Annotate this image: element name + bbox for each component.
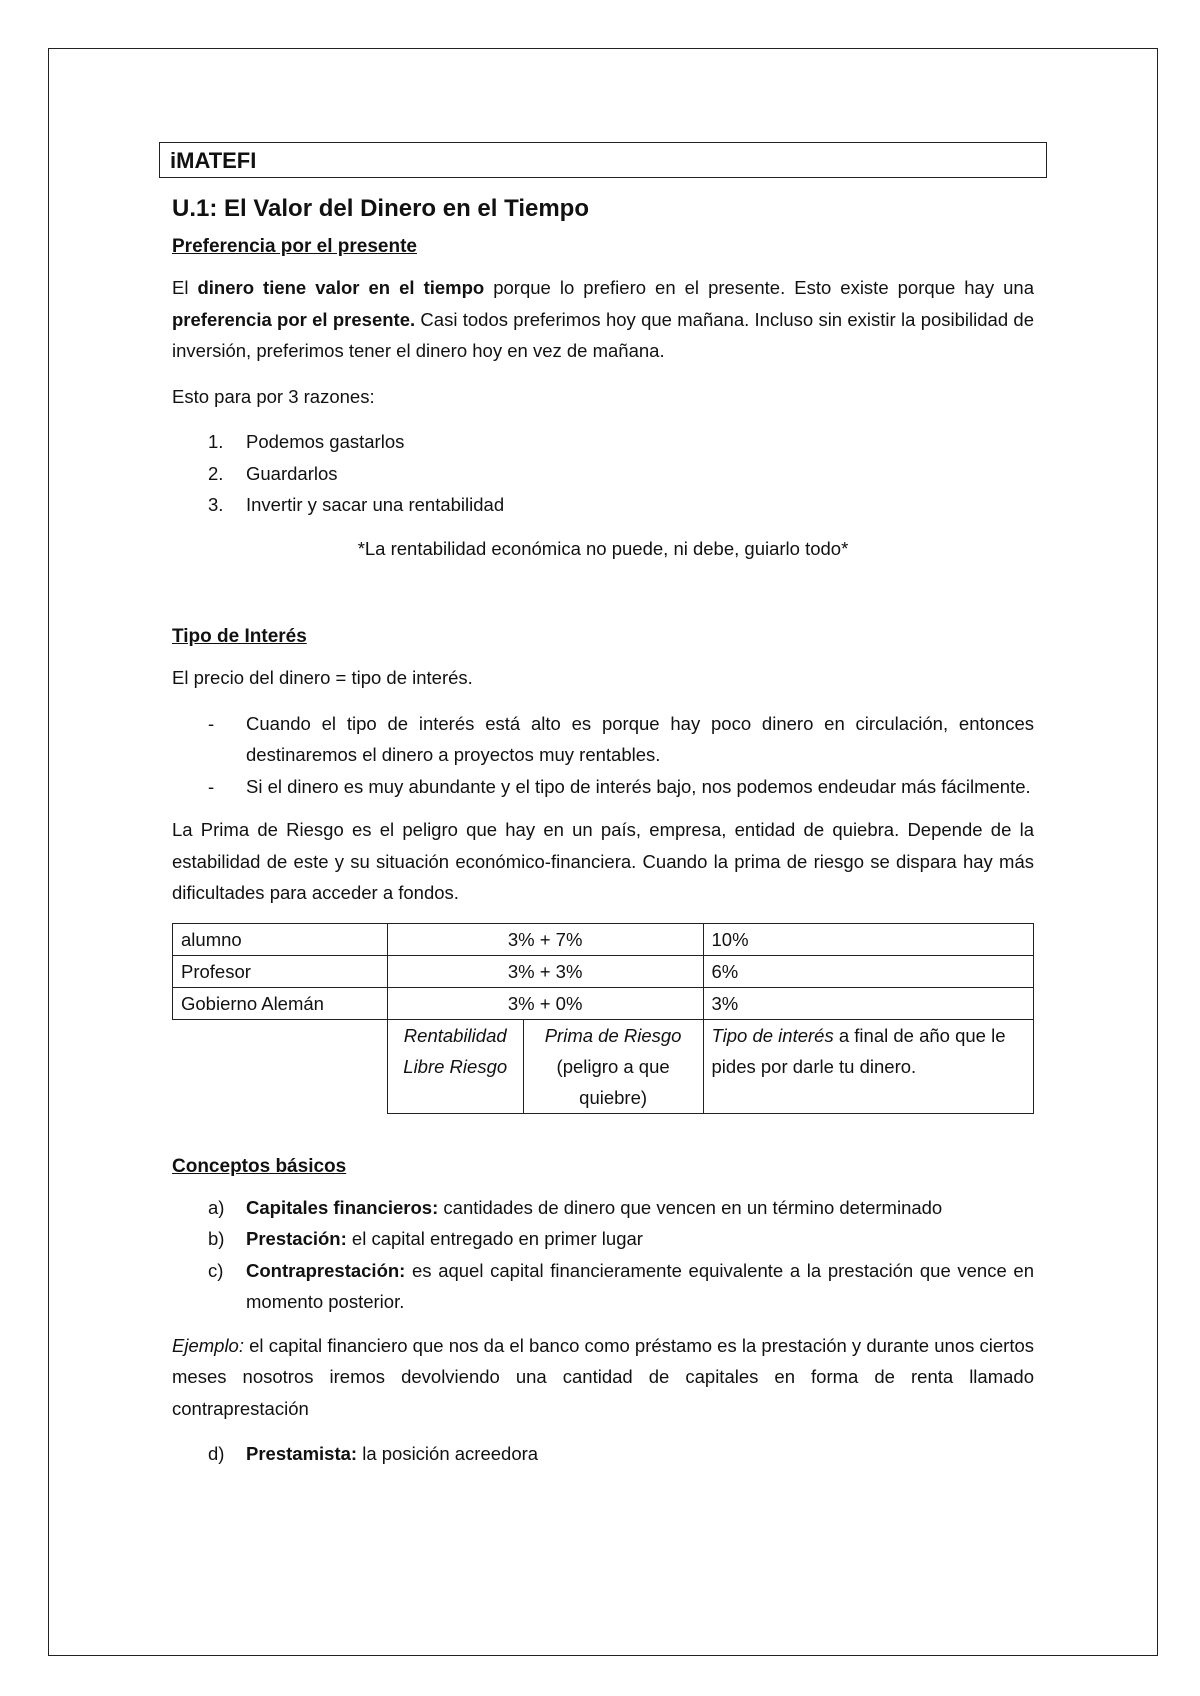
table-cell-formula: 3% + 7% [387,923,703,955]
text-run: porque lo prefiero en el presente. Esto existe porque hay una [484,277,1034,298]
italic-text: Tipo de interés [711,1024,834,1046]
heading-tipo-interes: Tipo de Interés [172,626,307,647]
table-legend-row [173,1019,1034,1113]
table-row [173,987,1034,1019]
list-item [172,426,1034,458]
list-marker: 2. [208,462,224,484]
centered-note: *La rentabilidad económica no puede, ni debe, guiarlo todo* [357,537,849,559]
course-title: iMATEFI [170,148,257,173]
list-marker: a) [208,1196,225,1218]
definition: el capital entregado en primer lugar [346,1228,643,1249]
list-marker: c) [208,1259,224,1281]
document-content [172,142,1034,1482]
paragraph-precio-dinero: El precio del dinero = tipo de interés. [172,667,473,688]
example-text: el capital financiero que nos da el banco como préstamo es la prestación y durante unos ciertos meses nosotros iremos devolviendo una cantidad de capitales en forma de renta llamado contraprestación [172,1334,1034,1419]
table-row [173,923,1034,955]
list-marker: - [208,775,215,797]
list-text: Podemos gastarlos [246,431,405,452]
legend-prima-riesgo [523,1019,703,1113]
bold-text: preferencia por el presente. [172,308,416,330]
table-cell-who: alumno [173,923,388,955]
list-item [172,1255,1034,1318]
list-item [172,1192,1034,1224]
bold-text: dinero tiene valor en el tiempo [197,277,485,298]
list-item [172,771,1034,803]
concepts-list [172,1192,1034,1318]
list-marker: 1. [208,431,224,452]
list-text: Si el dinero es muy abundante y el tipo de interés bajo, nos podemos endeudar más fácilmente. [246,775,1031,797]
list-text: Invertir y sacar una rentabilidad [246,494,505,515]
term: Prestamista: [246,1443,358,1464]
legend-tipo-interes [703,1019,1034,1113]
paragraph-preferencia [172,272,1034,367]
table-cell-who: Profesor [173,955,388,987]
text-run: a final de año que le pides por darle tu dinero. [711,1024,1006,1077]
term: Capitales financieros: [246,1196,439,1218]
course-header [159,142,1047,178]
table-cell-total: 6% [703,955,1034,987]
term: Contraprestación: [246,1259,406,1281]
term: Prestación: [246,1228,347,1249]
paragraph-prima-riesgo: La Prima de Riesgo es el peligro que hay en un país, empresa, entidad de quiebra. Depende de la estabilidad de este y su situación económico-financiera. Cuando la prima de riesgo se dispara hay más dificultades para acceder a fondos. [172,819,1034,903]
example-label: Ejemplo: [172,1334,244,1356]
definition: es aquel capital financieramente equivalente a la prestación que vence en momento posterior. [246,1259,1034,1312]
paragraph-razones: Esto para por 3 razones: [172,385,375,407]
list-marker: d) [208,1443,225,1464]
spacer [172,564,1034,624]
list-item [172,1223,1034,1255]
list-text: Cuando el tipo de interés está alto es porque hay poco dinero en circulación, entonces destinaremos el dinero a proyectos muy rentables. [246,712,1034,765]
list-marker: 3. [208,494,224,515]
italic-text: Prima de Riesgo [544,1024,682,1046]
heading-conceptos: Conceptos básicos [172,1155,347,1177]
list-item [172,489,1034,521]
concepts-list-continued [172,1438,1034,1470]
table-cell-total: 3% [703,987,1034,1019]
table-cell-empty [173,1019,388,1113]
heading-preferencia: Preferencia por el presente [172,236,417,257]
interest-table [172,923,1034,1114]
list-text: Guardarlos [246,462,338,484]
table-cell-who: Gobierno Alemán [173,987,388,1019]
list-item [172,708,1034,771]
reasons-list [172,426,1034,521]
definition: cantidades de dinero que vencen en un término determinado [438,1196,943,1218]
list-item [172,458,1034,490]
unit-title: U.1: El Valor del Dinero en el Tiempo [172,195,589,222]
definition: la posición acreedora [357,1443,539,1464]
table-cell-formula: 3% + 0% [387,987,703,1019]
text-run: (peligro a que quiebre) [556,1055,670,1108]
table-cell-total: 10% [703,923,1034,955]
list-marker: b) [208,1228,225,1249]
list-item [172,1438,1034,1470]
spacer [172,1114,1034,1154]
list-marker: - [208,712,215,734]
interest-bullets [172,708,1034,803]
legend-rentabilidad: Rentabilidad Libre Riesgo [387,1019,523,1113]
table-cell-formula: 3% + 3% [387,955,703,987]
text-run: Casi todos preferimos hoy que mañana. Incluso sin existir la posibilidad de inversión, preferimos tener el dinero hoy en vez de mañana. [172,308,1034,361]
table-row [173,955,1034,987]
text-run: El [172,277,198,298]
paragraph-ejemplo [172,1330,1034,1425]
